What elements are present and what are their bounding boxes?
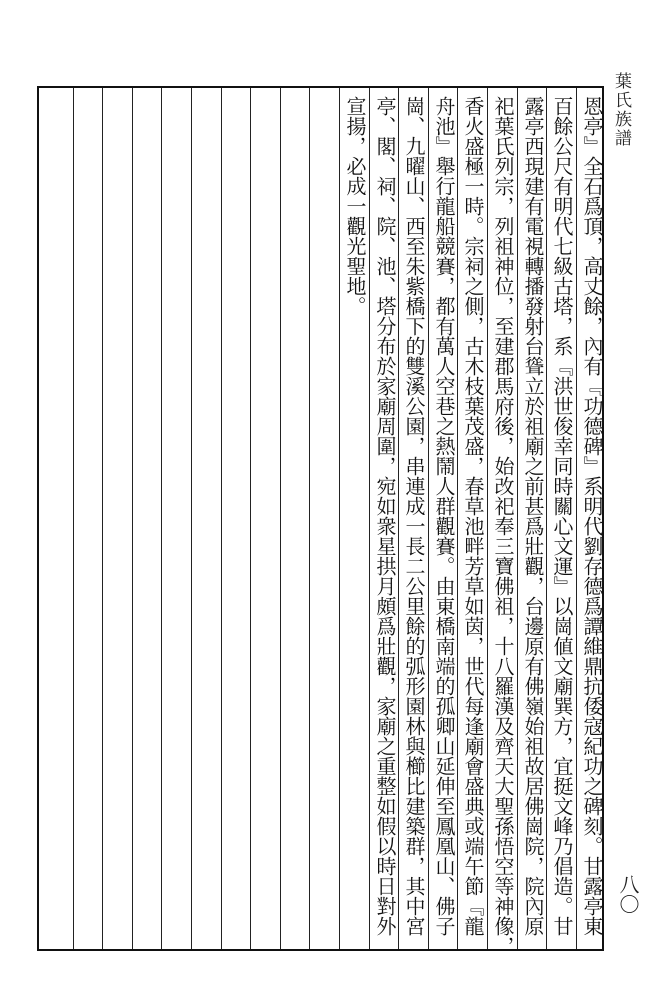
column-rule xyxy=(309,88,310,949)
column-rule xyxy=(517,88,518,949)
column-rule xyxy=(221,88,222,949)
column-rule xyxy=(576,88,577,949)
text-column-3: 露亭西現建有電視轉播發射台聳立於祖廟之前甚爲壯觀，台邊原有佛嶺始祖故居佛崗院，院內原 xyxy=(521,96,545,936)
column-rule xyxy=(73,88,74,949)
text-column-8: 亭、閣、祠、院、池、塔分布於家廟周圍，宛如衆星拱月頗爲壯觀，家廟之重整如假以時日對外 xyxy=(373,96,397,936)
text-column-5: 香火盛極一時。宗祠之側，古木枝葉茂盛，春草池畔芳草如茵，世代每逢廟會盛典或端午節『龍 xyxy=(461,96,485,936)
column-rule xyxy=(280,88,281,949)
column-rule xyxy=(487,88,488,949)
page-number: 八〇 xyxy=(616,874,640,914)
genealogy-title: 葉氏族譜 xyxy=(611,72,631,148)
column-rule xyxy=(339,88,340,949)
text-column-2: 百餘公尺有明代七級古塔，系『洪世俊幸同時關心文運』以崗値文廟巽方，宜挺文峰乃倡造。甘 xyxy=(550,96,574,936)
column-rule xyxy=(191,88,192,949)
column-rule xyxy=(102,88,103,949)
column-rule xyxy=(369,88,370,949)
column-rule xyxy=(457,88,458,949)
text-column-7: 崗、九曜山、西至朱紫橋下的雙溪公園，串連成一長二公里餘的弧形園林與櫛比建築群，其中宮 xyxy=(402,96,426,936)
column-rule xyxy=(161,88,162,949)
text-column-6: 舟池』舉行龍船競賽，都有萬人空巷之熱鬧人群觀賽。由東橋南端的孤卿山延伸至鳳凰山、佛子 xyxy=(432,96,456,936)
column-rule xyxy=(546,88,547,949)
column-rule xyxy=(250,88,251,949)
column-rule xyxy=(132,88,133,949)
text-column-9: 宣揚，必成一觀光聖地。 xyxy=(343,96,367,316)
column-rule xyxy=(428,88,429,949)
text-column-4: 祀葉氏列宗，列祖神位，至建郡馬府後，始改祀奉三寶佛祖，十八羅漢及齊天大聖孫悟空等神像， xyxy=(491,96,515,956)
text-column-1: 恩亭』全石爲頂，高丈餘，內有『功德碑』系明代劉存德爲譚維鼎抗倭寇紀功之碑刻。甘露亭東 xyxy=(580,96,604,936)
text-frame xyxy=(37,86,604,956)
column-rule xyxy=(398,88,399,949)
